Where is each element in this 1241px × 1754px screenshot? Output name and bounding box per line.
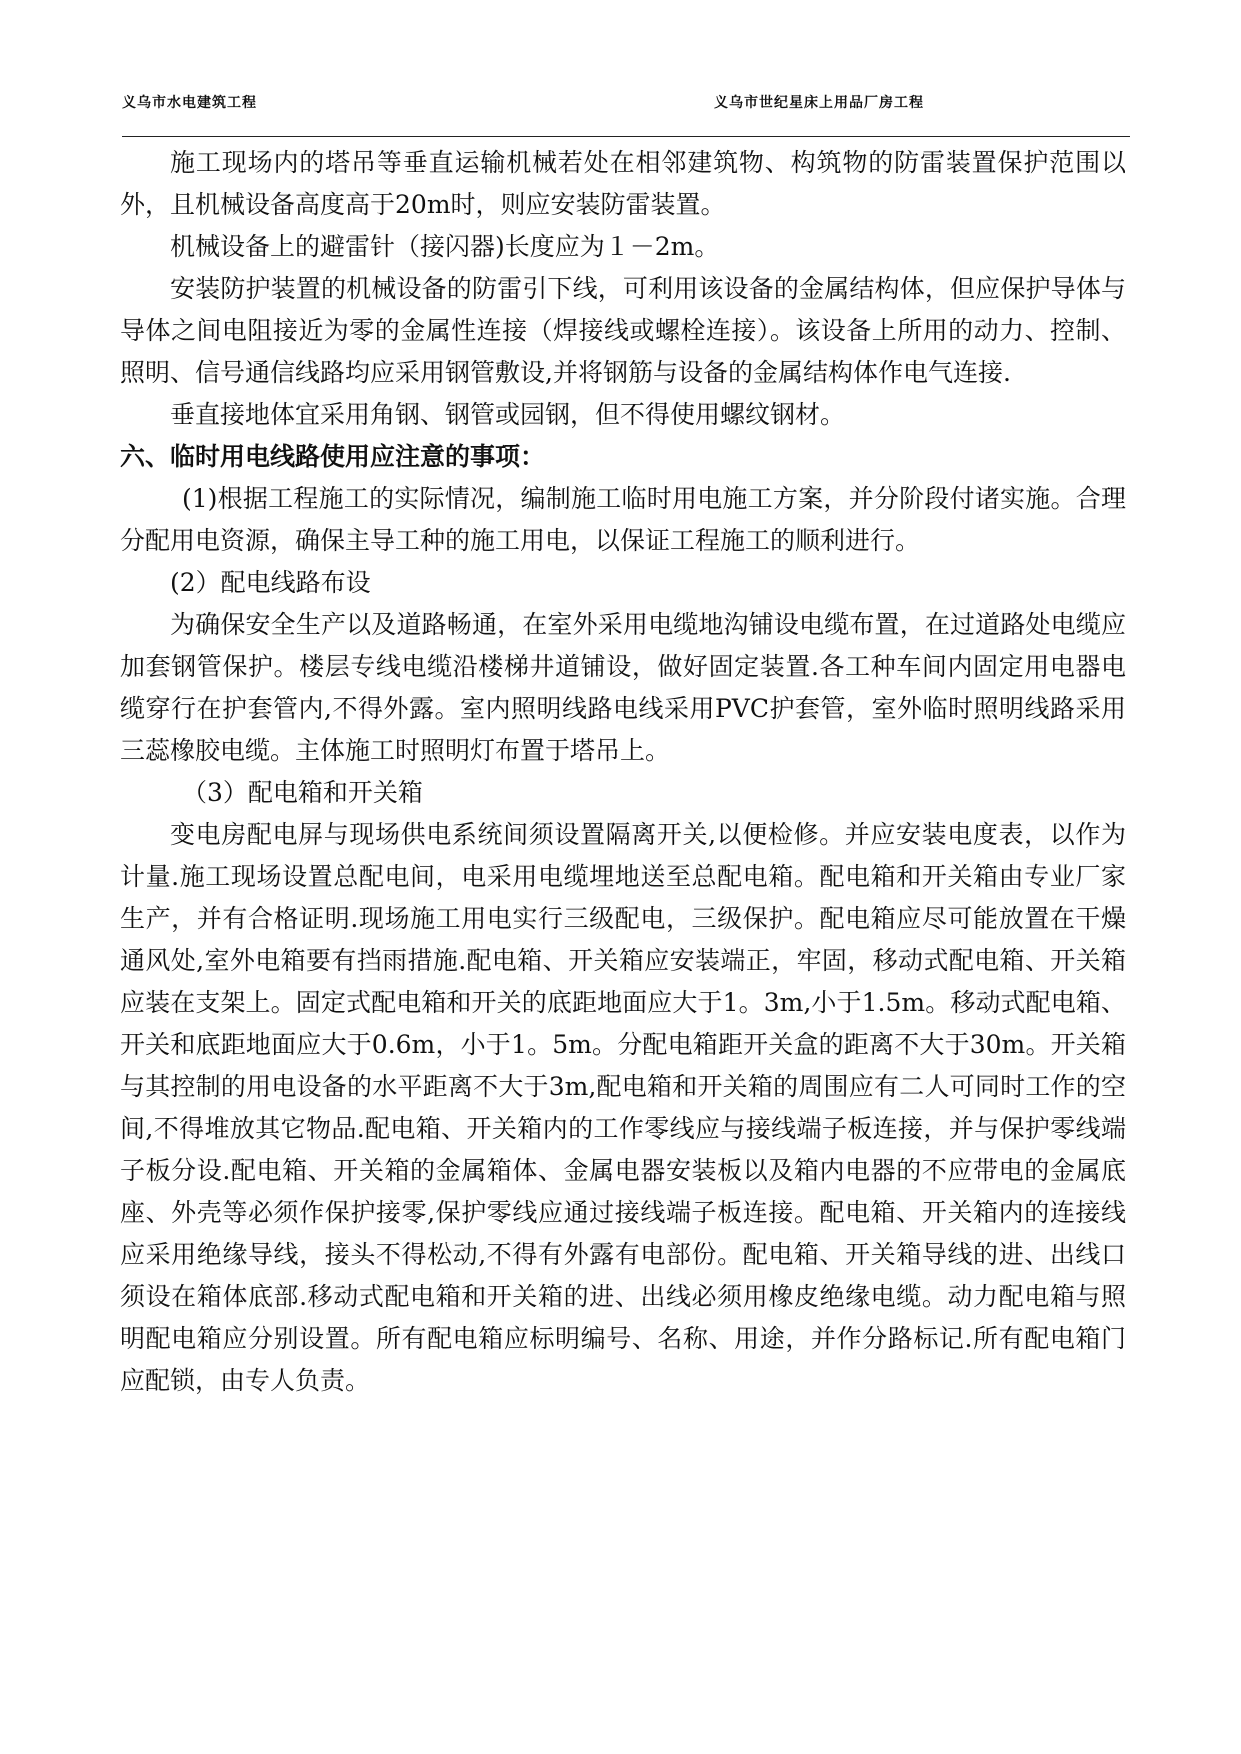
header-right-title: 义乌市世纪星床上用品厂房工程	[714, 95, 924, 111]
paragraph-down-conductor: 安装防护装置的机械设备的防雷引下线，可利用该设备的金属结构体，但应保护导体与导体之间电阻接近为零的金属性连接（焊接线或螺栓连接）。该设备上所用的动力、控制、照明、信号通信线路均应采用钢管敷设,并将钢筋与设备的金属结构体作电气连接.	[120, 274, 1126, 387]
paragraph-grounding-body: 垂直接地体宜采用角钢、钢管或园钢，但不得使用螺纹钢材。	[170, 400, 846, 429]
item-2-heading: (2）配电线路布设	[170, 568, 371, 597]
paragraph-lightning-rod-length: 机械设备上的避雷针（接闪器)长度应为１－2m。	[170, 232, 720, 261]
paragraph-distribution-box: 变电房配电屏与现场供电系统间须设置隔离开关,以便检修。并应安装电度表，以作为计量.施工现场设置总配电间，电采用电缆埋地送至总配电箱。配电箱和开关箱由专业厂家生产，并有合格证明.现场施工用电实行三级配电，三级保护。配电箱应尽可能放置在干燥通风处,室外电箱要有挡雨措施.配电箱、开关箱应安装端正，牢固，移动式配电箱、开关箱应装在支架上。固定式配电箱和开关的底距地面应大于1。3m,小于1.5m。移动式配电箱、开关和底距地面应大于0.6m，小于1。5m。分配电箱距开关盒的距离不大于30m。开关箱与其控制的用电设备的水平距离不大于3m,配电箱和开关箱的周围应有二人可同时工作的空间,不得堆放其它物品.配电箱、开关箱内的工作零线应与接线端子板连接，并与保护零线端子板分设.配电箱、开关箱的金属箱体、金属电器安装板以及箱内电器的不应带电的金属底座、外壳等必须作保护接零,保护零线应通过接线端子板连接。配电箱、开关箱内的连接线应采用绝缘导线，接头不得松动,不得有外露有电部份。配电箱、开关箱导线的进、出线口须设在箱体底部.移动式配电箱和开关箱的进、出线必须用橡皮绝缘电缆。动力配电箱与照明配电箱应分别设置。所有配电箱应标明编号、名称、用途，并作分路标记.所有配电箱门应配锁，由专人负责。	[120, 820, 1126, 1395]
paragraph-lightning-tower-crane: 施工现场内的塔吊等垂直运输机械若处在相邻建筑物、构筑物的防雷装置保护范围以外，且机械设备高度高于20m时，则应安装防雷装置。	[120, 148, 1126, 219]
section-heading: 六、临时用电线路使用应注意的事项：	[120, 442, 546, 471]
document-body	[120, 142, 1126, 1402]
item-3-heading: （3）配电箱和开关箱	[182, 778, 423, 807]
page-header	[122, 88, 1130, 137]
paragraph-line-layout: 为确保安全生产以及道路畅通，在室外采用电缆地沟铺设电缆布置，在过道路处电缆应加套钢管保护。楼层专线电缆沿楼梯井道铺设，做好固定装置.各工种车间内固定用电器电缆穿行在护套管内,不得外露。室内照明线路电线采用PVC护套管，室外临时照明线路采用三蕊橡胶电缆。主体施工时照明灯布置于塔吊上。	[120, 610, 1126, 765]
header-left-title: 义乌市水电建筑工程	[122, 95, 257, 111]
item-1-plan: (1)根据工程施工的实际情况，编制施工临时用电施工方案，并分阶段付诸实施。合理分配用电资源，确保主导工种的施工用电，以保证工程施工的顺利进行。	[120, 484, 1126, 555]
